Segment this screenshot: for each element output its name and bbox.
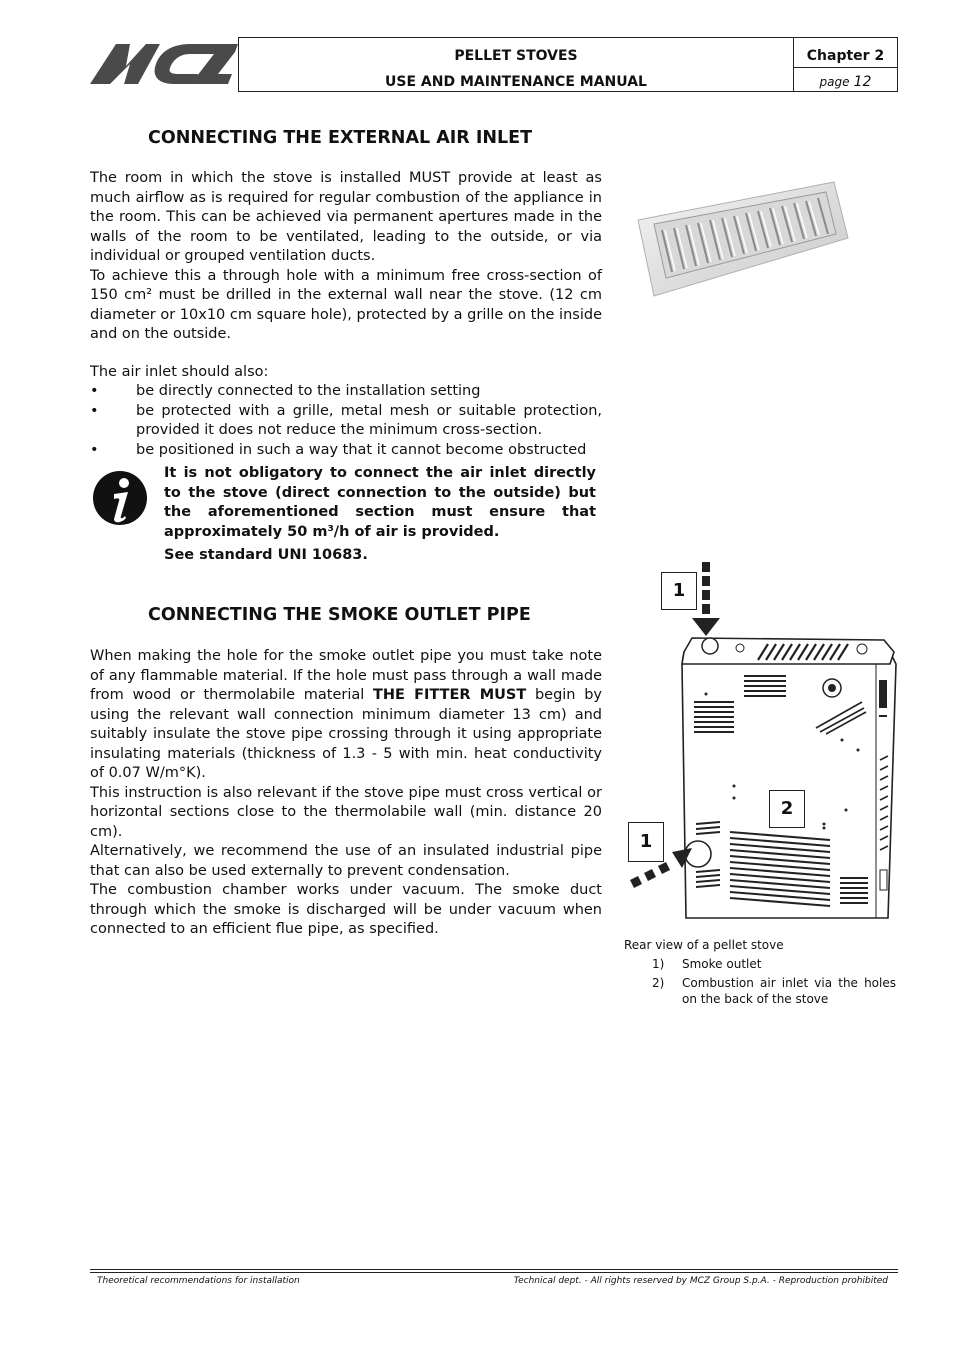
caption-item-number: 1) [652, 957, 665, 971]
footer-left-text: Theoretical recommendations for installation [97, 1276, 300, 1286]
page-label: page [819, 75, 850, 89]
header-title-line2: USE AND MAINTENANCE MANUAL [385, 74, 647, 90]
caption-item-text: Smoke outlet [682, 957, 762, 971]
section2-para1-start: When making the hole for the smoke outlet pipe you must take note of any flammable material. If the hole must pass through a wall made from wood or thermolabile material [90, 648, 602, 703]
header-title-line1: PELLET STOVES [454, 48, 578, 64]
caption-item [624, 956, 896, 972]
header-title-box [238, 37, 794, 92]
figure-label-1-top: 1 [661, 572, 697, 610]
section2-para4: The combustion chamber works under vacuum. The smoke duct through which the smoke is discharged will be under vacuum when connected to an efficient flue pipe, as specified. [90, 882, 602, 937]
section1-body [90, 169, 602, 460]
section2-para1-bold: THE FITTER MUST [373, 687, 527, 703]
footer-right-text: Technical dept. - All rights reserved by MCZ Group S.p.A. - Reproduction prohibited [513, 1276, 888, 1286]
caption-item [624, 975, 896, 1007]
footer-rule-top [90, 1269, 898, 1270]
footer-rule-bottom [90, 1272, 898, 1273]
page-number [794, 74, 897, 90]
section2-heading: CONNECTING THE SMOKE OUTLET PIPE [148, 605, 531, 625]
section2-para1-end: begin by using the relevant wall connection minimum diameter 13 cm) and suitably insulate the stove pipe crossing through it using appropriate insulating materials (thickness of 1.3 - 5 with min. heat conductivity of 0.07 W/m°K). [90, 687, 602, 781]
bullet-item: • be directly connected to the installation setting [90, 382, 602, 402]
air-grille-image [634, 180, 850, 300]
caption-title: Rear view of a pellet stove [624, 938, 784, 952]
info-note-standard: See standard UNI 10683. [164, 547, 368, 563]
section1-para2: To achieve this a through hole with a minimum free cross-section of 150 cm² must be drilled in the external wall near the stove. (12 cm diameter or 10x10 cm square hole), protected by a grille on the inside and on the outside. [90, 267, 602, 342]
section2-para2: This instruction is also relevant if the stove pipe must cross vertical or horizontal sections close to the thermolabile wall (min. distance 20 cm). [90, 784, 602, 840]
header-chapter-box [793, 37, 898, 92]
figure-label-2: 2 [769, 790, 805, 828]
bullet-item: • be protected with a grille, metal mesh or suitable protection, provided it does not reduce the minimum cross-section. [90, 402, 602, 441]
info-icon [92, 470, 148, 526]
figure-label-1-bottom: 1 [628, 822, 664, 862]
section1-heading: CONNECTING THE EXTERNAL AIR INLET [148, 128, 533, 148]
section1-bullet-list [90, 382, 602, 460]
section2-para3: Alternatively, we recommend the use of an insulated industrial pipe that can also be used externally to prevent condensation. [90, 843, 602, 879]
caption-list [624, 956, 896, 1007]
page-number-value: 12 [853, 74, 872, 90]
info-note-text: It is not obligatory to connect the air inlet directly to the stove (direct connection to the outside) but the aforementioned section must ensure that approximately 50 m³/h of air is provided. [164, 465, 596, 540]
pellet-stove-rear-diagram [622, 560, 902, 930]
mcz-logo [90, 38, 238, 90]
section2-body [90, 647, 602, 940]
section2-para1 [90, 647, 602, 784]
figure-caption [624, 937, 896, 1010]
header-divider [794, 67, 897, 68]
section1-para1: The room in which the stove is installed MUST provide at least as much airflow as is required for regular combustion of the appliance in the room. This can be achieved via permanent apertures made in the walls of the room to be ventilated, leading to the outside, or via individual or grouped ventilation ducts. [90, 170, 602, 264]
caption-item-number: 2) [652, 976, 665, 990]
info-note [164, 464, 596, 566]
section1-list-intro: The air inlet should also: [90, 363, 269, 380]
caption-item-text: Combustion air inlet via the holes on the back of the stove [682, 976, 896, 1006]
bullet-item: • be positioned in such a way that it cannot become obstructed [90, 441, 602, 461]
chapter-label: Chapter 2 [806, 48, 885, 64]
